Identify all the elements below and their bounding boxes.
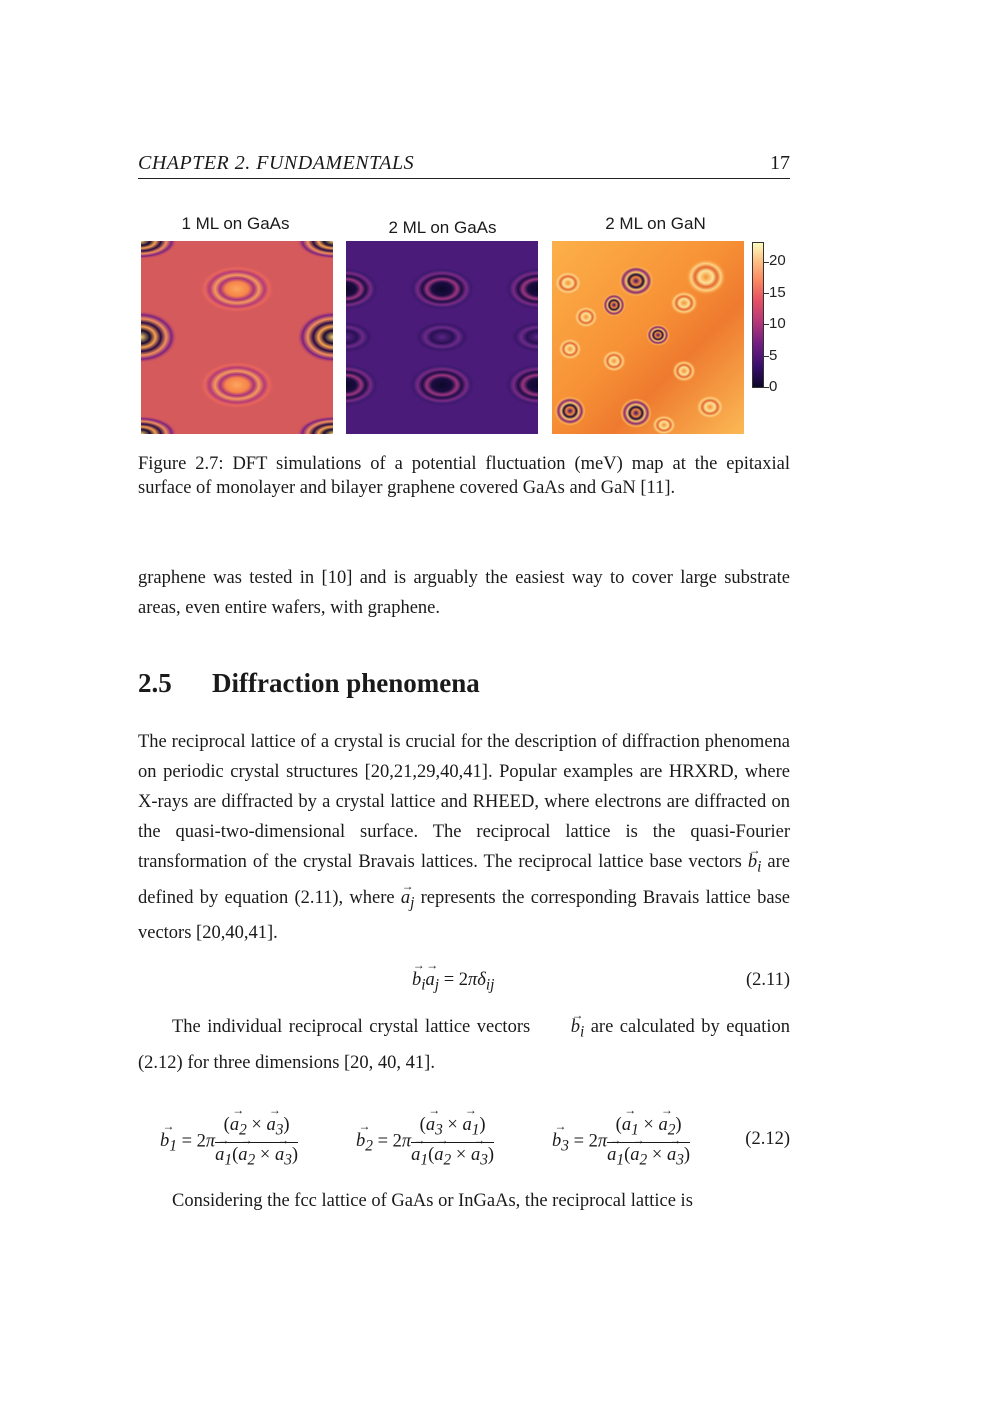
vector-b-i: → $b_i$ bbox=[748, 847, 762, 883]
paragraph bbox=[138, 1012, 790, 1078]
potential-map-1ml-gaas bbox=[141, 241, 333, 434]
paragraph-text: are defined by equation (2.11), where bbox=[138, 852, 790, 908]
panel-title-3: 2 ML on GaN bbox=[605, 214, 706, 233]
equation-number: (2.12) bbox=[745, 1129, 790, 1149]
section-title: Diffraction phenomena bbox=[212, 668, 480, 698]
colorbar-label: 20 bbox=[769, 252, 786, 269]
colorbar-label: 15 bbox=[769, 284, 786, 301]
potential-map-2ml-gan bbox=[552, 241, 744, 434]
equation-b1: → $b_1 = 2\pi$ (→ $a_2$ × → $a_3$) → $a_1(\to a_2$ × → $a_3$) bbox=[160, 1115, 298, 1169]
vector-b-i: → $b_i$ bbox=[537, 1012, 585, 1048]
equation-body: → $b_i\to a_j = 2\pi\delta_{ij}$ bbox=[412, 970, 494, 995]
section-number: 2.5 bbox=[138, 668, 172, 698]
equation-b3: → $b_3 = 2\pi$ (→ $a_1$ × → $a_2$) → $a_1(\to a_2$ × → $a_3$) bbox=[552, 1115, 690, 1169]
page-number: 17 bbox=[770, 152, 790, 174]
equation-b2: → $b_2 = 2\pi$ (→ $a_3$ × → $a_1$) → $a_1(\to a_2$ × → $a_3$) bbox=[356, 1115, 494, 1169]
paragraph bbox=[138, 727, 790, 948]
potential-map-2ml-gaas bbox=[346, 241, 538, 434]
paragraph-text: represents the corresponding Bravais lattice base vectors [20,40,41]. bbox=[138, 887, 790, 944]
panel-title-2: 2 ML on GaAs bbox=[388, 218, 497, 237]
vector-a-j: → $a_j$ bbox=[401, 883, 415, 919]
paragraph-text: are calculated by equation (2.12) for three dimensions [20, 40, 41]. bbox=[138, 1017, 790, 1073]
panel-title-1: 1 ML on GaAs bbox=[181, 214, 290, 233]
equation-2-12 bbox=[138, 1115, 790, 1169]
colorbar-label: 0 bbox=[769, 378, 778, 395]
paragraph-text: The individual reciprocal crystal lattice vectors bbox=[172, 1017, 537, 1037]
colorbar bbox=[752, 242, 764, 388]
figure-caption: Figure 2.7: DFT simulations of a potential fluctuation (meV) map at the epitaxial surface of monolayer and bilayer graphene covered GaAs and GaN [11]. bbox=[138, 454, 790, 498]
paragraph-text: The reciprocal lattice of a crystal is crucial for the description of diffraction phenomena on periodic crystal structures [20,21,29,40,41]. Popular examples are HRXRD, where X-rays are diffracted by a crystal lattice and RHEED, where electrons are diffracted on the quasi-two-dimensional surface. The reciprocal lattice is the quasi-Fourier transformation of the crystal Bravais lattices. The reciprocal lattice base vectors bbox=[138, 732, 790, 872]
paragraph: graphene was tested in [10] and is arguably the easiest way to cover large substrate areas, even entire wafers, with graphene. bbox=[138, 568, 790, 618]
paragraph: Considering the fcc lattice of GaAs or InGaAs, the reciprocal lattice is bbox=[172, 1191, 693, 1211]
equation-number: (2.11) bbox=[745, 970, 790, 990]
running-header bbox=[138, 152, 790, 179]
colorbar-label: 5 bbox=[769, 347, 778, 364]
colorbar-label: 10 bbox=[769, 315, 786, 332]
chapter-title: CHAPTER 2. FUNDAMENTALS bbox=[138, 152, 415, 174]
section-heading bbox=[138, 668, 480, 699]
